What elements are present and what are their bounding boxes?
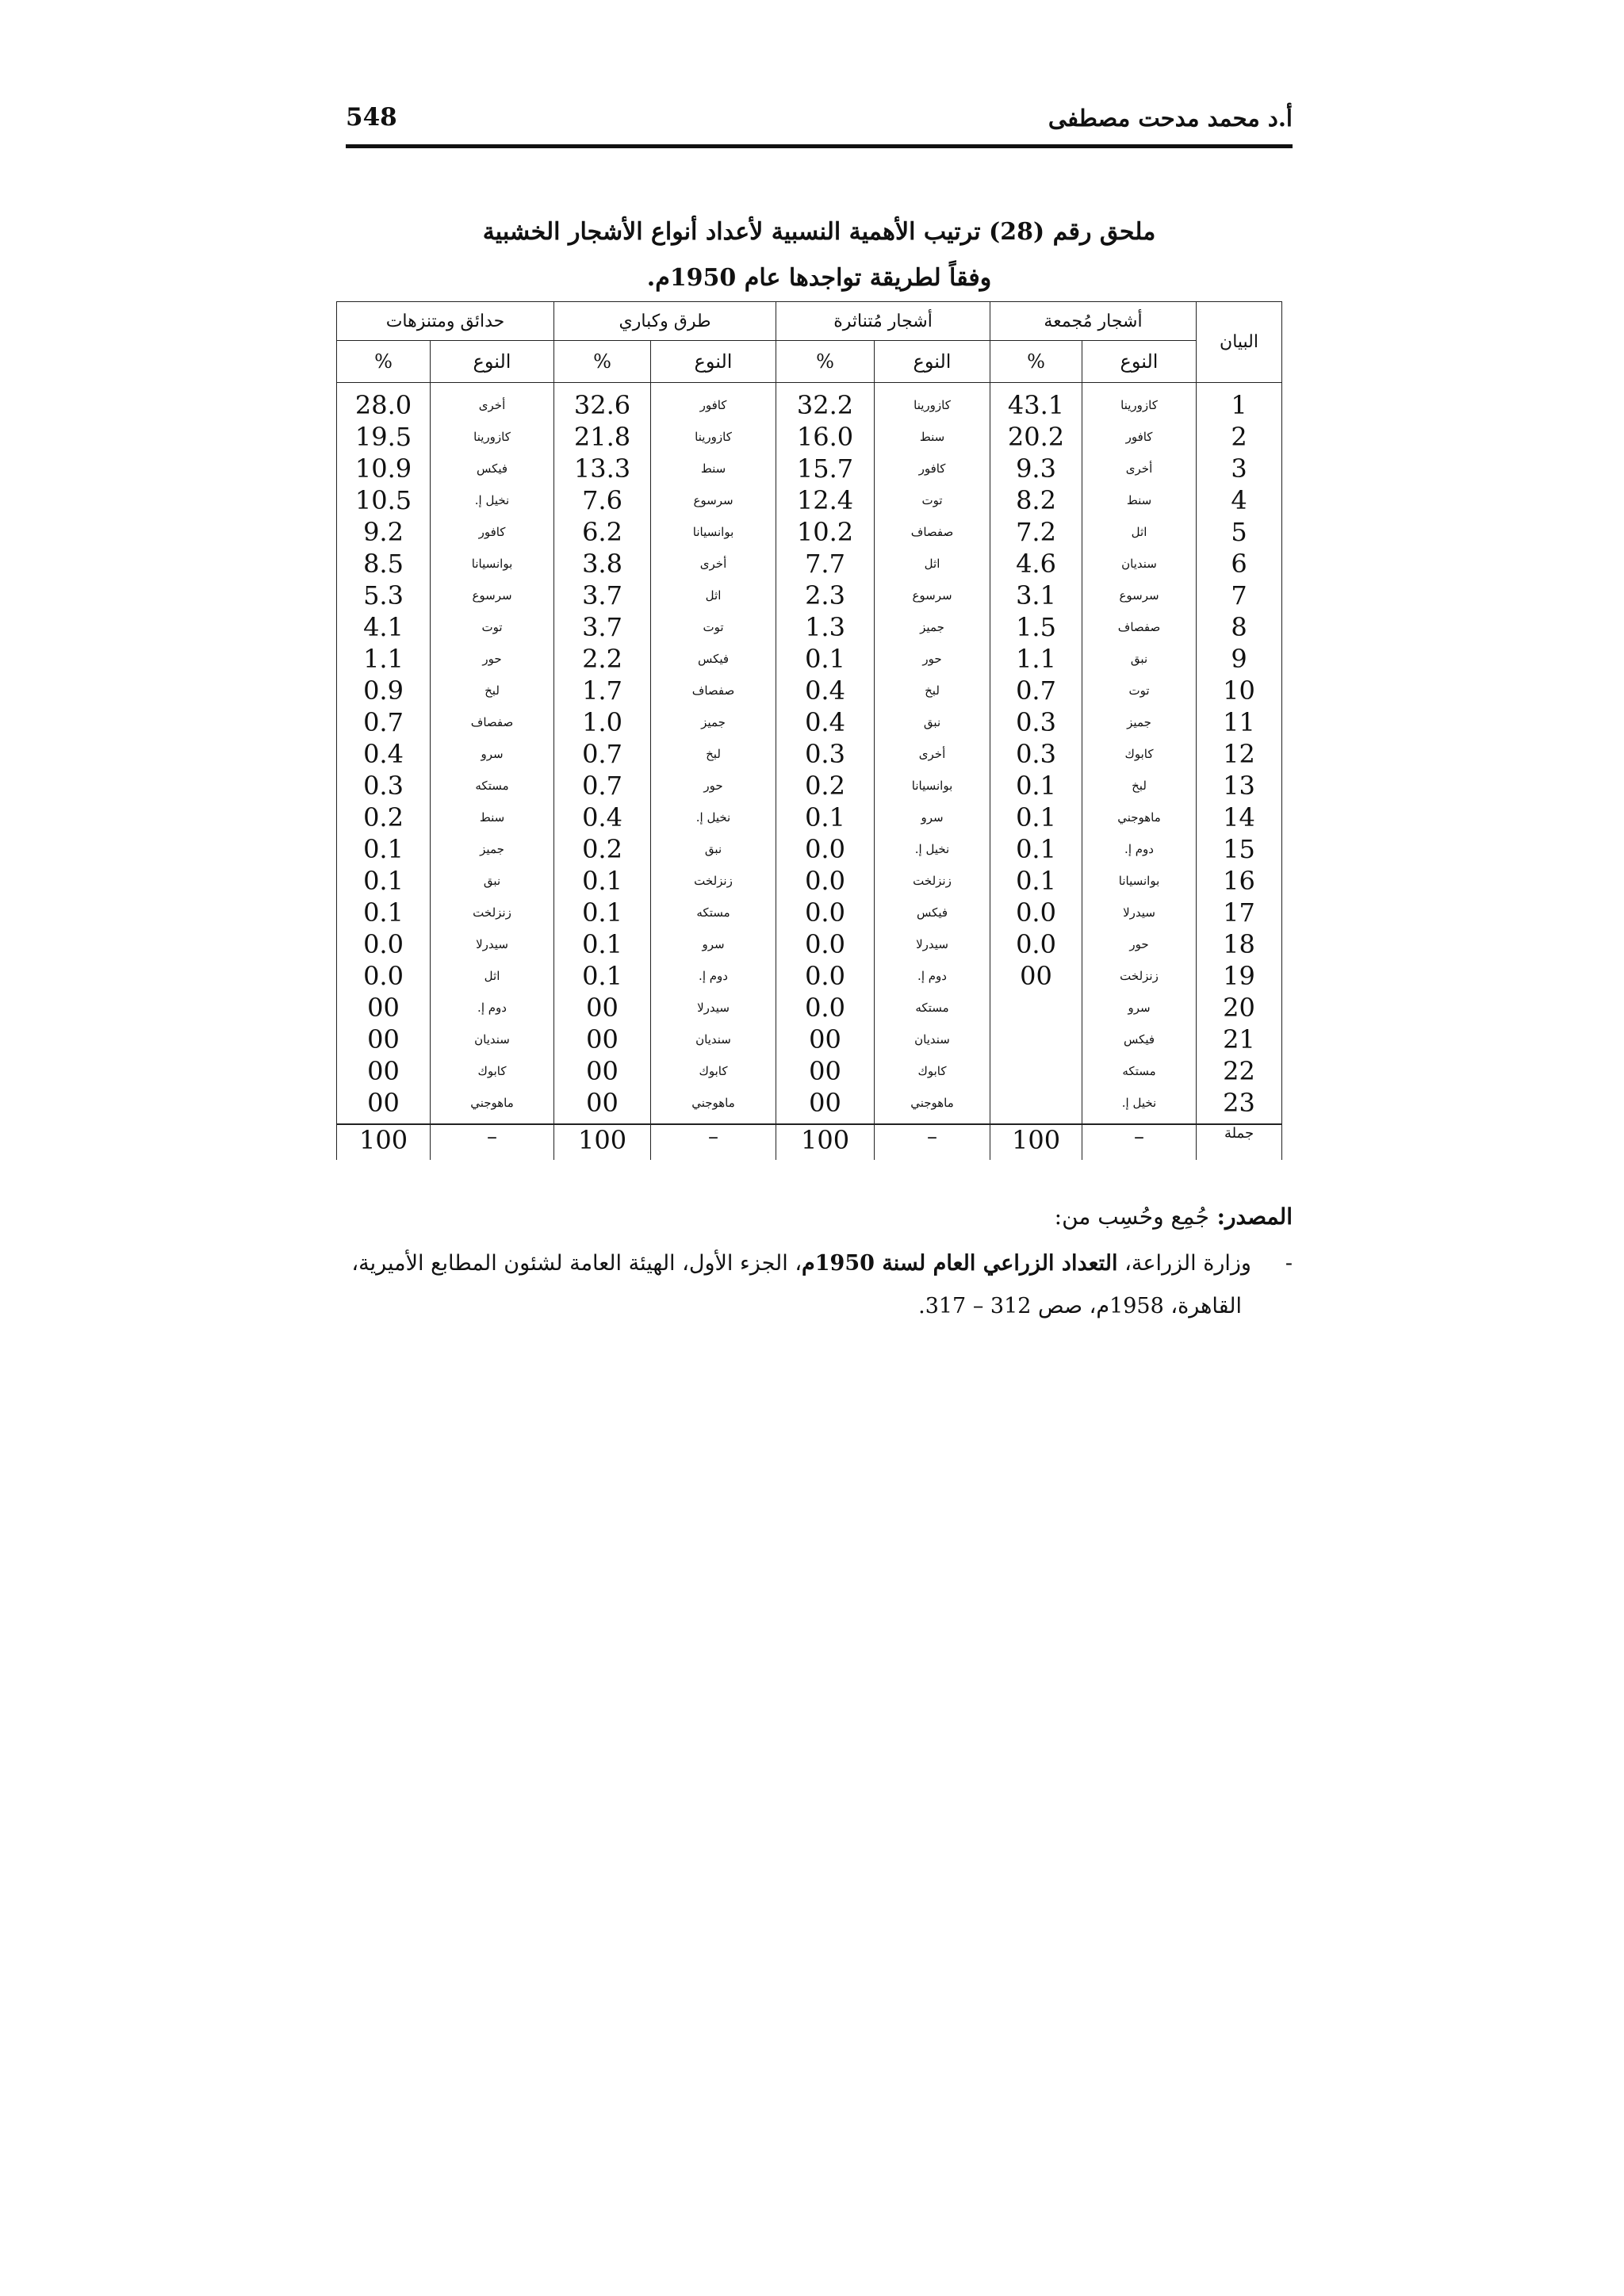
row-number: 12: [1223, 739, 1255, 769]
type-header: النوع: [1082, 341, 1197, 383]
tree-type: سرسوع: [693, 493, 733, 507]
tree-type: زنزلخت: [913, 874, 952, 888]
percent-value: 00: [809, 1056, 841, 1086]
tree-type: بوانسيانا: [692, 525, 734, 539]
tree-type: دوم إ.: [477, 1001, 507, 1015]
tree-type: توت: [1128, 683, 1150, 698]
tree-type: حور: [703, 779, 723, 793]
percent-value: 4.6: [1016, 549, 1056, 579]
percent-header: %: [776, 341, 875, 383]
tree-type: كابوك: [1124, 747, 1154, 761]
total-dash: –: [651, 1124, 776, 1160]
percent-value: 20.2: [1007, 422, 1065, 452]
tree-type: لبخ: [485, 683, 500, 698]
percent-value: 0.1: [363, 866, 404, 896]
percent-value: 1.1: [1016, 644, 1056, 674]
row-number: 19: [1223, 961, 1255, 991]
type-header: النوع: [875, 341, 990, 383]
ref-rest: ، الجزء الأول، الهيئة العامة لشئون المطابع الأميرية،: [351, 1251, 802, 1276]
tree-type: سنديان: [695, 1032, 731, 1047]
ref-dash: -: [1285, 1251, 1293, 1276]
percent-value: 7.2: [1016, 517, 1056, 547]
data-table: [336, 301, 1282, 1160]
percent-value: 0.1: [582, 866, 622, 896]
tree-type: كابوك: [699, 1064, 728, 1078]
percent-value: 0.3: [1016, 707, 1056, 737]
source-reference-line2: القاهرة، 1958م، صص 312 – 317.: [918, 1294, 1242, 1318]
tree-type: كافور: [918, 461, 946, 476]
total-dash: –: [1082, 1124, 1197, 1160]
percent-value: 0.7: [582, 739, 622, 769]
tree-type: كابوك: [477, 1064, 507, 1078]
tree-type: دوم إ.: [917, 969, 947, 983]
percent-value: 00: [586, 1024, 619, 1054]
tree-type: نخيل إ.: [474, 493, 510, 507]
row-number: 13: [1223, 771, 1255, 801]
tree-type: سيدرلا: [1123, 905, 1155, 920]
percent-value: 3.8: [582, 549, 622, 579]
page-number: 548: [346, 103, 397, 132]
tree-type: سنديان: [914, 1032, 950, 1047]
row-number: 14: [1223, 802, 1255, 832]
tree-type: دوم إ.: [699, 969, 728, 983]
ref-title: التعداد الزراعي العام لسنة 1950م: [802, 1251, 1118, 1276]
percent-value: 0.3: [363, 771, 404, 801]
percent-value: 0.1: [805, 644, 845, 674]
tree-type: اثل: [924, 557, 940, 571]
percent-value: 7.6: [582, 485, 622, 515]
type-column-roads: [651, 383, 776, 1125]
total-row: [337, 1124, 1282, 1160]
percent-value: 0.4: [582, 802, 622, 832]
group-header-clustered: أشجار مُجمعة: [990, 302, 1197, 341]
source-label-rest: جُمِع وحُسِب من:: [1054, 1203, 1209, 1230]
percent-value: 00: [367, 993, 400, 1023]
row-number: 18: [1223, 929, 1255, 959]
percent-value: 15.7: [796, 453, 854, 484]
table-title: ملحق رقم (28) ترتيب الأهمية النسبية لأعداد أنواع الأشجار الخشبية: [482, 218, 1156, 246]
tree-type: لبخ: [925, 683, 940, 698]
row-number: 2: [1231, 422, 1247, 452]
percent-value: 0.7: [582, 771, 622, 801]
tree-type: فيكس: [916, 905, 948, 920]
total-value: 100: [990, 1124, 1082, 1160]
percent-value: 0.1: [582, 929, 622, 959]
row-number: 3: [1231, 453, 1247, 484]
percent-column-clustered: [990, 383, 1082, 1125]
percent-value: 0.1: [805, 802, 845, 832]
tree-type: سرو: [1128, 1001, 1151, 1015]
percent-value: 0.0: [805, 961, 845, 991]
percent-value: 00: [367, 1056, 400, 1086]
total-dash: –: [431, 1124, 554, 1160]
percent-value: 21.8: [573, 422, 631, 452]
percent-value: 9.3: [1016, 453, 1056, 484]
percent-value: 9.2: [363, 517, 404, 547]
tree-type: سيدرلا: [916, 937, 948, 951]
tree-type: أخرى: [478, 398, 506, 412]
total-dash: –: [875, 1124, 990, 1160]
tree-type: سرو: [921, 810, 944, 825]
tree-type: صفصاف: [470, 715, 514, 729]
percent-value: 00: [809, 1024, 841, 1054]
type-column-scattered: [875, 383, 990, 1125]
percent-value: 0.1: [1016, 866, 1056, 896]
row-number: 5: [1231, 517, 1247, 547]
tree-type: مستكه: [696, 905, 730, 920]
tree-type: ماهوجني: [1117, 810, 1161, 825]
tree-type: أخرى: [918, 747, 946, 761]
percent-value: 2.2: [582, 644, 622, 674]
percent-value: 0.1: [1016, 771, 1056, 801]
table-subtitle: وفقاً لطريقة تواجدها عام 1950م.: [646, 264, 992, 292]
source-label-bold: المصدر:: [1216, 1203, 1293, 1230]
tree-type: بوانسيانا: [1118, 874, 1160, 888]
row-number: 15: [1223, 834, 1255, 864]
percent-value: 1.1: [363, 644, 404, 674]
type-column-gardens: [431, 383, 554, 1125]
percent-value: 00: [586, 993, 619, 1023]
tree-type: حور: [482, 652, 502, 666]
percent-value: 0.0: [1016, 897, 1056, 928]
tree-type: سنط: [1126, 493, 1152, 507]
tree-type: كازورينا: [473, 430, 511, 444]
tree-type: زنزلخت: [694, 874, 733, 888]
tree-type: جميز: [920, 620, 944, 634]
tree-type: مستكه: [1122, 1064, 1156, 1078]
percent-value: 00: [367, 1088, 400, 1118]
tree-type: أخرى: [699, 557, 727, 571]
percent-value: 0.7: [363, 707, 404, 737]
tree-type: زنزلخت: [1120, 969, 1159, 983]
tree-type: كابوك: [917, 1064, 947, 1078]
tree-type: سنط: [700, 461, 726, 476]
tree-type: دوم إ.: [1124, 842, 1154, 856]
tree-type: نخيل إ.: [695, 810, 731, 825]
percent-value: 0.1: [363, 834, 404, 864]
row-number: 23: [1223, 1088, 1255, 1118]
tree-type: سنط: [919, 430, 945, 444]
tree-type: توت: [481, 620, 503, 634]
percent-value: 0.2: [805, 771, 845, 801]
tree-type: اثل: [484, 969, 500, 983]
total-label: جملة: [1197, 1124, 1282, 1160]
row-number: 9: [1231, 644, 1247, 674]
tree-type: نبق: [1130, 652, 1148, 666]
tree-type: كازورينا: [1120, 398, 1158, 412]
percent-value: 19.5: [354, 422, 412, 452]
percent-column-scattered: [776, 383, 875, 1125]
percent-value: 3.7: [582, 580, 622, 610]
author-name: أ.د محمد مدحت مصطفى: [1048, 105, 1293, 132]
percent-value: 1.7: [582, 675, 622, 706]
header-rule: [346, 144, 1293, 148]
percent-value: 0.1: [1016, 802, 1056, 832]
tree-type: حور: [1129, 937, 1149, 951]
tree-type: جميز: [1127, 715, 1151, 729]
row-number: 7: [1231, 580, 1247, 610]
tree-type: ماهوجني: [910, 1096, 954, 1110]
tree-type: توت: [921, 493, 943, 507]
tree-type: فيكس: [697, 652, 730, 666]
tree-type: لبخ: [706, 747, 721, 761]
tree-type: سنديان: [474, 1032, 510, 1047]
percent-value: 1.3: [805, 612, 845, 642]
percent-value: 5.3: [363, 580, 404, 610]
tree-type: فيكس: [476, 461, 508, 476]
tree-type: بوانسيانا: [471, 557, 513, 571]
row-number: 20: [1223, 993, 1255, 1023]
percent-value: 0.0: [1016, 929, 1056, 959]
tree-type: فيكس: [1123, 1032, 1155, 1047]
tree-type: ماهوجني: [470, 1096, 514, 1110]
bayan-header: البيان: [1197, 302, 1282, 383]
percent-value: 0.7: [1016, 675, 1056, 706]
percent-value: 0.0: [805, 866, 845, 896]
percent-value: 0.1: [1016, 834, 1056, 864]
group-header-roads: طرق وكباري: [554, 302, 776, 341]
percent-value: 0.1: [363, 897, 404, 928]
group-header-gardens: حدائق ومتنزهات: [337, 302, 554, 341]
tree-type: سرو: [481, 747, 504, 761]
type-column-clustered: [1082, 383, 1197, 1125]
percent-value: 0.4: [363, 739, 404, 769]
tree-type: لبخ: [1132, 779, 1147, 793]
percent-value: 00: [367, 1024, 400, 1054]
percent-value: 32.2: [796, 390, 854, 420]
percent-value: 10.9: [354, 453, 412, 484]
row-number: 10: [1223, 675, 1255, 706]
percent-value: 3.7: [582, 612, 622, 642]
total-value: 100: [554, 1124, 651, 1160]
tree-type: جميز: [480, 842, 504, 856]
tree-type: مستكه: [915, 1001, 949, 1015]
percent-value: 2.3: [805, 580, 845, 610]
percent-value: 7.7: [805, 549, 845, 579]
percent-value: 0.4: [805, 707, 845, 737]
tree-type: سرسوع: [1119, 588, 1159, 603]
row-number: 16: [1223, 866, 1255, 896]
percent-column-roads: [554, 383, 651, 1125]
tree-type: كازورينا: [914, 398, 951, 412]
row-number: 4: [1231, 485, 1247, 515]
percent-value: 1.5: [1016, 612, 1056, 642]
tree-type: نبق: [483, 874, 501, 888]
tree-type: كافور: [699, 398, 727, 412]
percent-value: 16.0: [796, 422, 854, 452]
percent-value: 00: [1020, 961, 1052, 991]
tree-type: حور: [922, 652, 942, 666]
row-number: 8: [1231, 612, 1247, 642]
tree-type: أخرى: [1125, 461, 1153, 476]
ref-publisher: وزارة الزراعة،: [1124, 1251, 1251, 1276]
type-header: النوع: [651, 341, 776, 383]
percent-value: 4.1: [363, 612, 404, 642]
tree-type: صفصاف: [1117, 620, 1161, 634]
source-label: [346, 1203, 1293, 1230]
tree-type: صفصاف: [910, 525, 954, 539]
percent-value: 00: [586, 1056, 619, 1086]
percent-value: 0.9: [363, 675, 404, 706]
tree-type: كافور: [1125, 430, 1153, 444]
percent-value: 6.2: [582, 517, 622, 547]
percent-header: %: [554, 341, 651, 383]
tree-type: سنديان: [1121, 557, 1157, 571]
percent-value: 1.0: [582, 707, 622, 737]
page-header: [346, 103, 1293, 151]
total-value: 100: [776, 1124, 875, 1160]
percent-value: 0.2: [363, 802, 404, 832]
tree-type: نخيل إ.: [914, 842, 950, 856]
percent-value: 0.3: [1016, 739, 1056, 769]
percent-column-gardens: [337, 383, 431, 1125]
row-number: 1: [1231, 390, 1247, 420]
tree-type: اثل: [705, 588, 722, 603]
row-number: 22: [1223, 1056, 1255, 1086]
tree-type: صفصاف: [691, 683, 735, 698]
row-number: 17: [1223, 897, 1255, 928]
source-reference-line1: [346, 1251, 1293, 1276]
percent-value: 32.6: [573, 390, 631, 420]
group-header-scattered: أشجار مُتناثرة: [776, 302, 990, 341]
percent-value: 0.3: [805, 739, 845, 769]
percent-value: 8.2: [1016, 485, 1056, 515]
percent-value: 0.0: [805, 897, 845, 928]
tree-type: ماهوجني: [691, 1096, 735, 1110]
percent-value: 00: [809, 1088, 841, 1118]
percent-value: 0.0: [805, 929, 845, 959]
tree-type: بوانسيانا: [911, 779, 953, 793]
percent-value: 0.1: [582, 897, 622, 928]
percent-value: 13.3: [573, 453, 631, 484]
percent-value: 3.1: [1016, 580, 1056, 610]
tree-type: سرو: [702, 937, 725, 951]
percent-value: 43.1: [1007, 390, 1065, 420]
percent-header: %: [990, 341, 1082, 383]
tree-type: توت: [703, 620, 724, 634]
percent-value: 10.2: [796, 517, 854, 547]
tree-type: نبق: [704, 842, 722, 856]
tree-type: سيدرلا: [476, 937, 508, 951]
tree-type: كافور: [478, 525, 506, 539]
total-value: 100: [337, 1124, 431, 1160]
percent-value: 0.0: [805, 993, 845, 1023]
percent-value: 28.0: [354, 390, 412, 420]
tree-type: زنزلخت: [473, 905, 511, 920]
tree-type: سرسوع: [912, 588, 952, 603]
tree-type: اثل: [1131, 525, 1147, 539]
tree-type: نبق: [923, 715, 941, 729]
row-number-column: [1197, 383, 1282, 1125]
percent-value: 0.1: [582, 961, 622, 991]
row-number: 6: [1231, 549, 1247, 579]
tree-type: كازورينا: [695, 430, 732, 444]
tree-type: سيدرلا: [697, 1001, 730, 1015]
row-number: 21: [1223, 1024, 1255, 1054]
percent-value: 10.5: [354, 485, 412, 515]
percent-value: 12.4: [796, 485, 854, 515]
tree-type: سنط: [479, 810, 505, 825]
percent-value: 0.0: [805, 834, 845, 864]
tree-type: جميز: [701, 715, 726, 729]
tree-type: سرسوع: [472, 588, 512, 603]
percent-value: 0.0: [363, 961, 404, 991]
type-header: النوع: [431, 341, 554, 383]
percent-value: 00: [586, 1088, 619, 1118]
percent-header: %: [337, 341, 431, 383]
percent-value: 0.0: [363, 929, 404, 959]
percent-value: 0.4: [805, 675, 845, 706]
row-number: 11: [1223, 707, 1255, 737]
tree-type: مستكه: [475, 779, 509, 793]
percent-value: 0.2: [582, 834, 622, 864]
tree-type: نخيل إ.: [1121, 1096, 1157, 1110]
percent-value: 8.5: [363, 549, 404, 579]
